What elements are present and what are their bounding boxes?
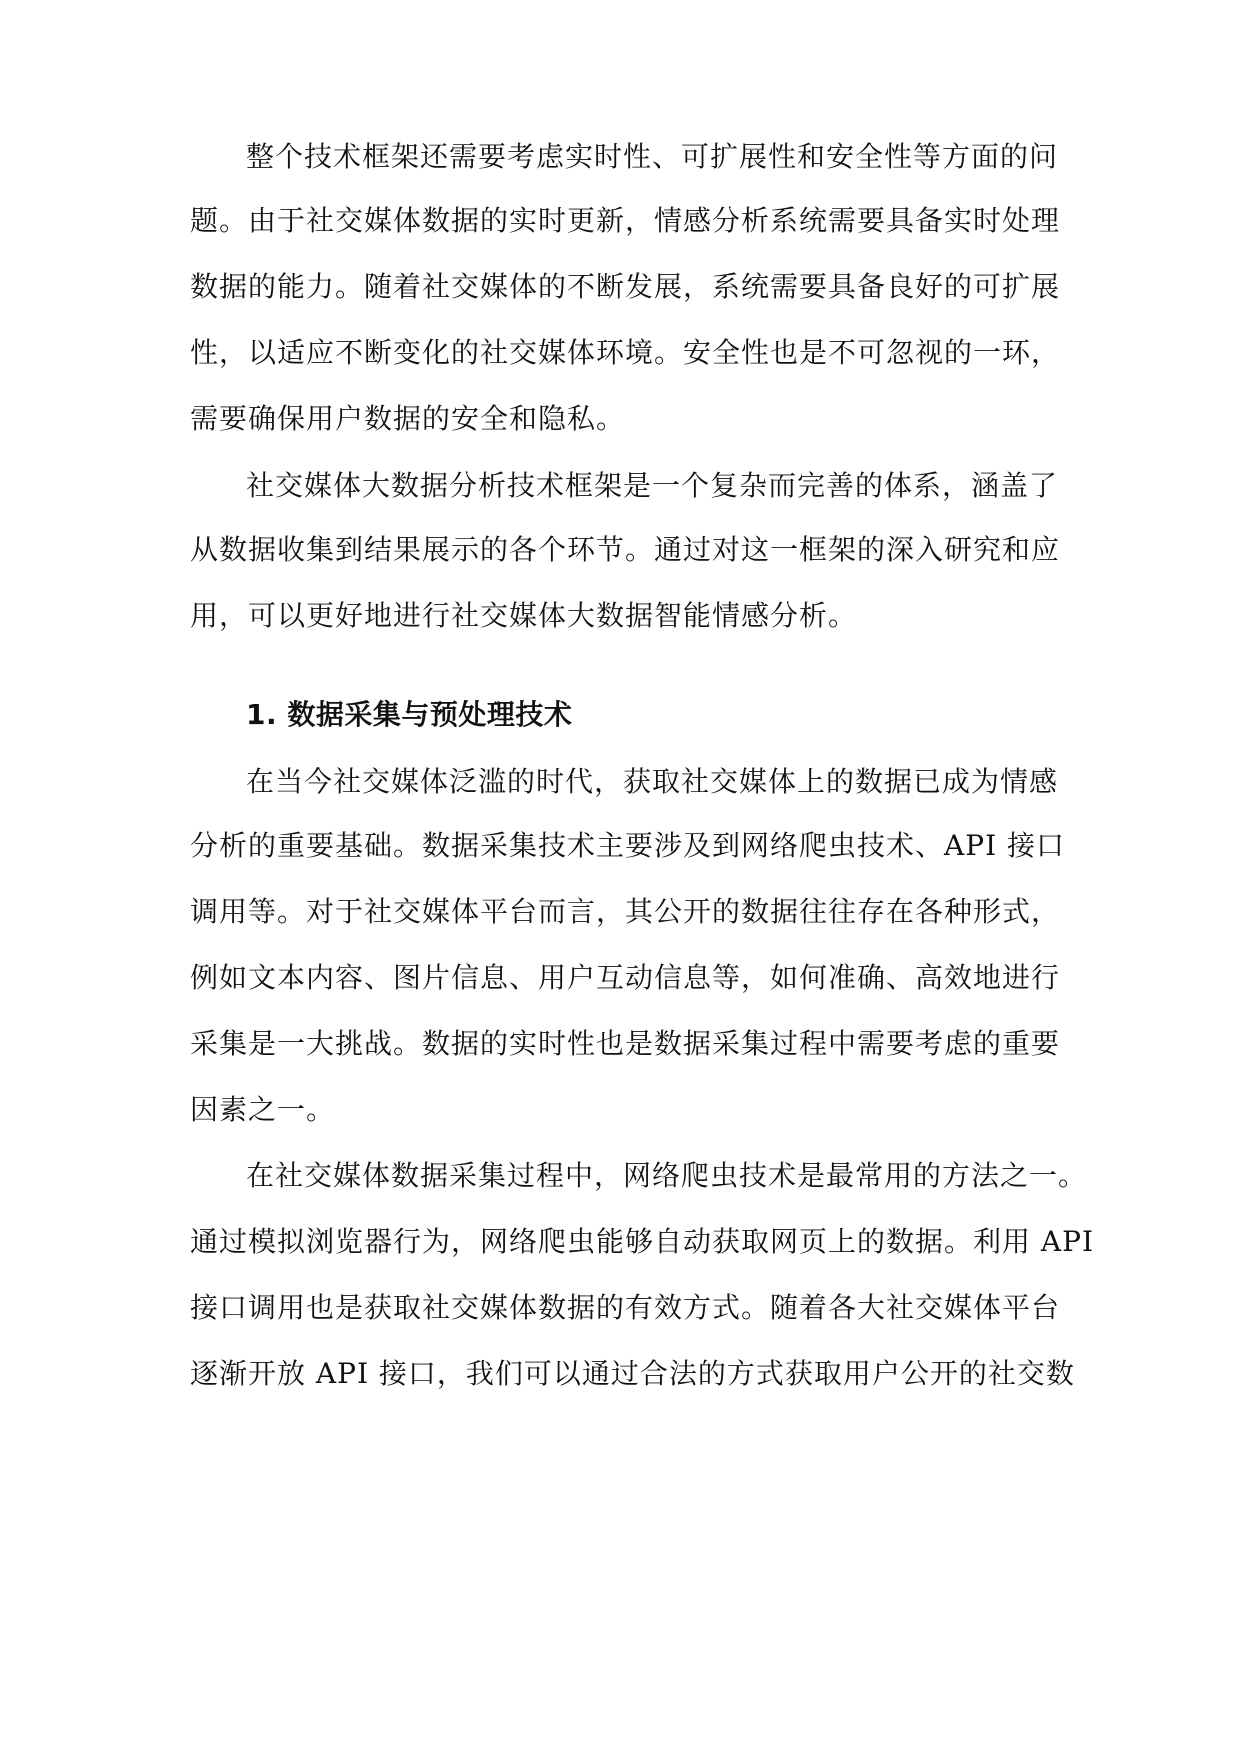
paragraph-4-line-4: 逐渐开放 API 接口，我们可以通过合法的方式获取用户公开的社交数 bbox=[190, 1357, 1075, 1390]
paragraph-1-line-3: 数据的能力。随着社交媒体的不断发展，系统需要具备良好的可扩展 bbox=[190, 270, 1061, 303]
paragraph-4-line-1: 在社交媒体数据采集过程中，网络爬虫技术是最常用的方法之一。 bbox=[246, 1159, 1088, 1192]
paragraph-1-line-2: 题。由于社交媒体数据的实时更新，情感分析系统需要具备实时处理 bbox=[190, 204, 1061, 237]
paragraph-3-line-2: 分析的重要基础。数据采集技术主要涉及到网络爬虫技术、API 接口 bbox=[190, 829, 1066, 862]
paragraph-3-line-5: 采集是一大挑战。数据的实时性也是数据采集过程中需要考虑的重要 bbox=[190, 1027, 1061, 1060]
paragraph-3-line-4: 例如文本内容、图片信息、用户互动信息等，如何准确、高效地进行 bbox=[190, 961, 1061, 994]
paragraph-3-line-6: 因素之一。 bbox=[190, 1093, 336, 1126]
section-heading: 1. 数据采集与预处理技术 bbox=[246, 698, 573, 731]
paragraph-1-line-5: 需要确保用户数据的安全和隐私。 bbox=[190, 402, 626, 435]
paragraph-2-line-3: 用，可以更好地进行社交媒体大数据智能情感分析。 bbox=[190, 599, 858, 632]
paragraph-2-line-2: 从数据收集到结果展示的各个环节。通过对这一框架的深入研究和应 bbox=[190, 533, 1061, 566]
paragraph-1-line-4: 性，以适应不断变化的社交媒体环境。安全性也是不可忽视的一环， bbox=[190, 336, 1061, 369]
paragraph-2-line-1: 社交媒体大数据分析技术框架是一个复杂而完善的体系，涵盖了 bbox=[246, 469, 1059, 502]
paragraph-1-line-1: 整个技术框架还需要考虑实时性、可扩展性和安全性等方面的问 bbox=[246, 140, 1059, 173]
paragraph-3-line-3: 调用等。对于社交媒体平台而言，其公开的数据往往存在各种形式， bbox=[190, 895, 1061, 928]
paragraph-4-line-3: 接口调用也是获取社交媒体数据的有效方式。随着各大社交媒体平台 bbox=[190, 1291, 1061, 1324]
paragraph-4-line-2: 通过模拟浏览器行为，网络爬虫能够自动获取网页上的数据。利用 API bbox=[190, 1225, 1095, 1258]
paragraph-3-line-1: 在当今社交媒体泛滥的时代，获取社交媒体上的数据已成为情感 bbox=[246, 765, 1059, 798]
